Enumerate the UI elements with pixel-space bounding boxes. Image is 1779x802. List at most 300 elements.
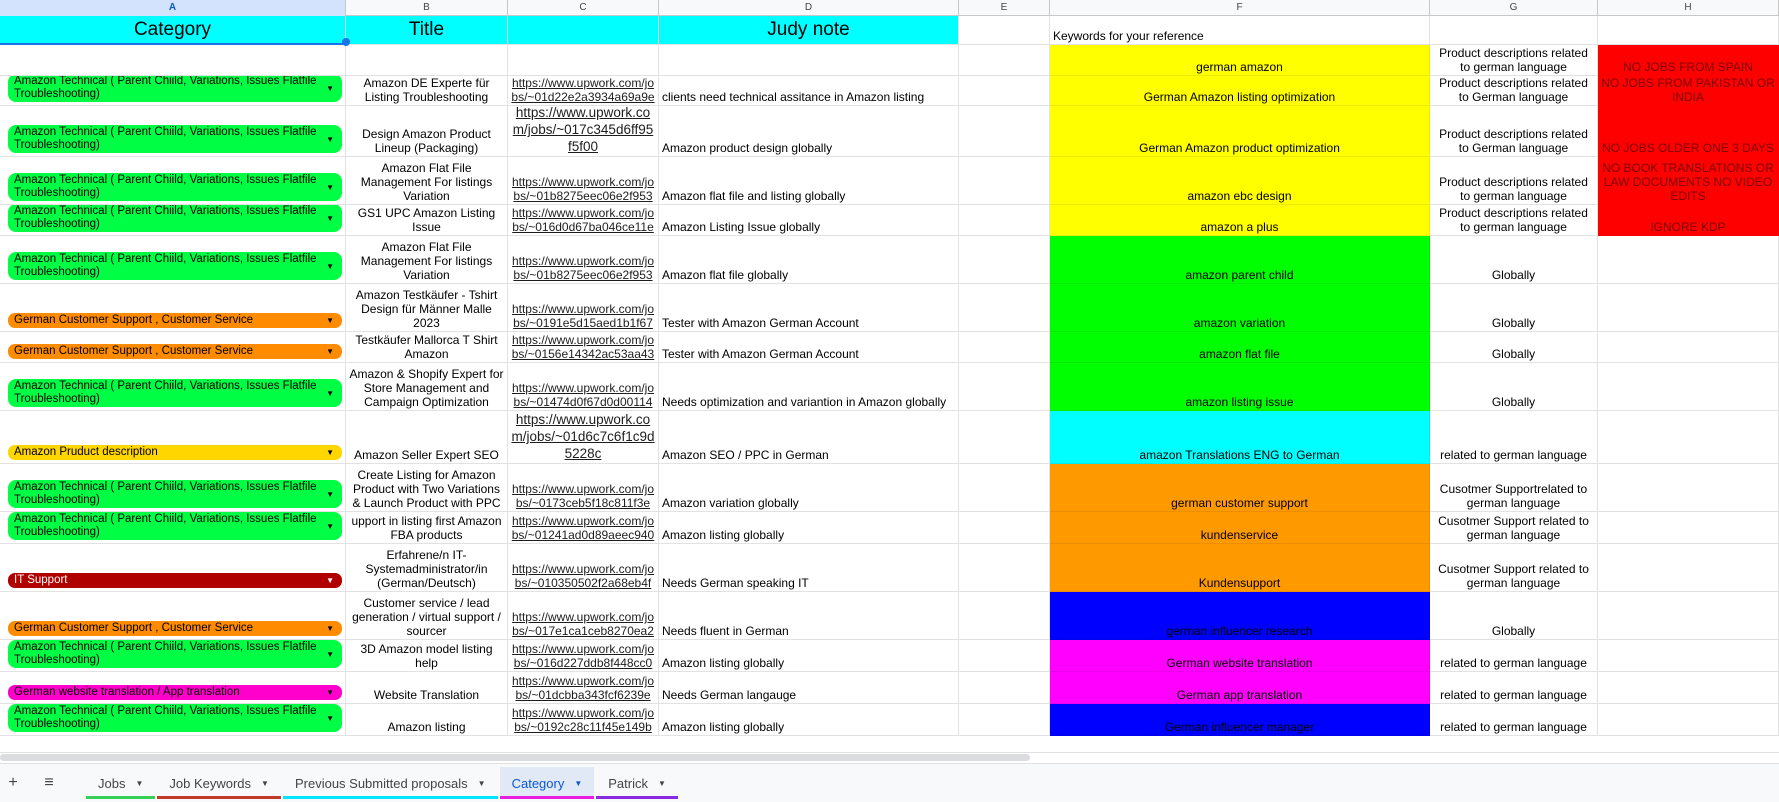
sheet-tab-label: Patrick	[608, 775, 648, 791]
keyword-cell[interactable]	[1050, 205, 1430, 236]
link-cell[interactable]	[508, 284, 659, 332]
job-link[interactable]: https://www.upwork.com/jobs/~01474d0f67d0d00114	[511, 381, 655, 409]
empty-cell[interactable]	[959, 512, 1050, 544]
tab-color-indicator	[500, 796, 595, 799]
job-title: Amazon DE Experte für Listing Troubleshooting	[363, 76, 490, 104]
judy-note: Needs optimization and variantion in Amazon globally	[662, 395, 947, 409]
category-dropdown-chip[interactable]	[8, 173, 342, 201]
rule-cell[interactable]	[1598, 236, 1779, 284]
scope-cell[interactable]	[1430, 704, 1598, 736]
column-header-h[interactable]: H	[1598, 0, 1779, 16]
table-row	[0, 45, 1779, 76]
title-cell[interactable]	[346, 544, 508, 592]
exclusion-rule: NO JOBS OLDER ONE 3 DAYS	[1602, 141, 1774, 155]
title-cell[interactable]	[346, 157, 508, 205]
category-cell[interactable]	[0, 363, 346, 411]
column-header-d[interactable]: D	[659, 0, 959, 16]
keyword: kundenservice	[1200, 528, 1279, 542]
title-cell[interactable]	[346, 512, 508, 544]
empty-cell[interactable]	[959, 76, 1050, 106]
link-cell[interactable]	[508, 363, 659, 411]
category-cell[interactable]	[0, 106, 346, 157]
category-cell[interactable]	[0, 672, 346, 704]
judy-note: Amazon listing globally	[662, 656, 785, 670]
category-chip-label: Amazon Technical ( Parent Chiild, Variations, Issues Flatfile Troubleshooting)	[14, 481, 317, 506]
title-cell[interactable]	[346, 640, 508, 672]
keyword: Kundensupport	[1198, 576, 1281, 590]
keyword-cell[interactable]	[1050, 544, 1430, 592]
rule-cell[interactable]	[1598, 640, 1779, 672]
table-row	[0, 76, 1779, 106]
keyword-cell[interactable]	[1050, 704, 1430, 736]
table-row	[0, 672, 1779, 704]
list-menu-icon: ≡	[44, 774, 54, 791]
rule-cell[interactable]	[1598, 464, 1779, 512]
category-cell[interactable]	[0, 640, 346, 672]
job-link[interactable]: https://www.upwork.com/jobs/~01dcbba343fcf6239e	[511, 674, 655, 702]
judy-note-cell[interactable]	[659, 704, 959, 736]
title-cell[interactable]	[346, 45, 508, 76]
rule-cell[interactable]	[1598, 284, 1779, 332]
empty-cell[interactable]	[959, 464, 1050, 512]
category-chip-label: Amazon Technical ( Parent Chiild, Variations, Issues Flatfile Troubleshooting)	[14, 641, 317, 666]
table-row	[0, 640, 1779, 672]
category-chip-label: Amazon Pruduct description	[14, 446, 158, 458]
category-cell[interactable]	[0, 704, 346, 736]
header-title-label: Title	[408, 19, 445, 40]
scope-cell[interactable]	[1430, 157, 1598, 205]
keyword-scope: Product descriptions related to German language	[1439, 76, 1588, 104]
table-row	[0, 512, 1779, 544]
dropdown-arrow-icon[interactable]: ▼	[326, 182, 334, 192]
job-link[interactable]: https://www.upwork.com/jobs/~017e1ca1ceb8270ea2	[511, 610, 655, 638]
title-cell[interactable]	[346, 411, 508, 464]
link-cell[interactable]	[508, 672, 659, 704]
dropdown-arrow-icon[interactable]: ▼	[326, 261, 334, 271]
rule-cell[interactable]	[1598, 363, 1779, 411]
dropdown-arrow-icon[interactable]: ▼	[326, 388, 334, 398]
job-title: Create Listing for Amazon Product with Two Variations & Launch Product with PPC	[352, 468, 501, 510]
dropdown-arrow-icon[interactable]: ▼	[326, 624, 334, 633]
judy-note: Amazon flat file globally	[662, 268, 789, 282]
keywords-label: Keywords for your reference	[1053, 29, 1204, 43]
job-title: Amazon Seller Expert SEO	[354, 448, 499, 462]
rule-cell[interactable]	[1598, 512, 1779, 544]
link-cell[interactable]	[508, 205, 659, 236]
category-cell[interactable]	[0, 464, 346, 512]
sheet-tab-job-keywords[interactable]	[157, 767, 281, 799]
table-row	[0, 363, 1779, 411]
header-link[interactable]	[508, 16, 659, 45]
rule-cell[interactable]	[1598, 205, 1779, 236]
keyword-cell[interactable]	[1050, 236, 1430, 284]
category-dropdown-chip[interactable]	[8, 445, 342, 460]
keyword: German Amazon listing optimization	[1143, 90, 1336, 104]
table-row	[0, 704, 1779, 736]
link-cell[interactable]	[508, 704, 659, 736]
scope-cell[interactable]	[1430, 640, 1598, 672]
table-row	[0, 332, 1779, 363]
category-dropdown-chip[interactable]	[8, 313, 342, 328]
keyword-scope: related to german language	[1440, 720, 1587, 734]
keyword-cell[interactable]	[1050, 332, 1430, 363]
judy-note-cell[interactable]	[659, 512, 959, 544]
scrollbar-thumb[interactable]	[0, 754, 1030, 761]
judy-note: Tester with Amazon German Account	[662, 347, 859, 361]
judy-note-cell[interactable]	[659, 106, 959, 157]
category-cell[interactable]	[0, 157, 346, 205]
keyword: german amazon	[1196, 60, 1283, 74]
keyword-cell[interactable]	[1050, 512, 1430, 544]
job-link[interactable]: https://www.upwork.com/jobs/~0191e5d15aed1b1f67	[511, 302, 655, 330]
keyword-scope: Product descriptions related to german language	[1439, 175, 1588, 203]
judy-note-cell[interactable]	[659, 592, 959, 640]
rule-cell[interactable]	[1598, 157, 1779, 205]
empty-cell[interactable]	[959, 106, 1050, 157]
keyword: german influencer research	[1166, 624, 1313, 638]
judy-note: Amazon product design globally	[662, 141, 833, 155]
data-rows	[0, 45, 1779, 736]
category-cell[interactable]	[0, 332, 346, 363]
sheet-tab-patrick[interactable]	[596, 767, 678, 799]
judy-note-cell[interactable]	[659, 411, 959, 464]
category-cell[interactable]	[0, 411, 346, 464]
table-row	[0, 205, 1779, 236]
title-cell[interactable]	[346, 704, 508, 736]
job-link[interactable]: https://www.upwork.com/jobs/~016d227ddb8f448cc0	[511, 642, 655, 670]
judy-note: Tester with Amazon German Account	[662, 316, 859, 330]
category-cell[interactable]	[0, 205, 346, 236]
keyword-scope: Product descriptions related to German language	[1439, 127, 1588, 155]
keyword: german customer support	[1171, 496, 1308, 510]
keyword-scope: Globally	[1491, 395, 1536, 409]
keyword-cell[interactable]	[1050, 411, 1430, 464]
empty-cell[interactable]	[959, 672, 1050, 704]
title-cell[interactable]	[346, 205, 508, 236]
judy-note: clients need technical assitance in Amazon listing	[662, 90, 925, 104]
scope-cell[interactable]	[1430, 544, 1598, 592]
judy-note-cell[interactable]	[659, 544, 959, 592]
job-link[interactable]: https://www.upwork.com/jobs/~01b8275eec06e2f953	[511, 175, 655, 203]
table-row	[0, 592, 1779, 640]
sheet-tab-label: Jobs	[98, 775, 126, 791]
keyword-scope: Cusotmer Supportrelated to german language	[1439, 482, 1588, 510]
rule-cell[interactable]	[1598, 411, 1779, 464]
judy-note: Amazon listing globally	[662, 720, 785, 734]
sheet-tab-jobs[interactable]	[86, 767, 155, 799]
empty-cell[interactable]	[959, 236, 1050, 284]
judy-note-cell[interactable]	[659, 363, 959, 411]
keywords-label-cell[interactable]	[1050, 16, 1430, 45]
table-row	[0, 464, 1779, 512]
judy-note-cell[interactable]	[659, 205, 959, 236]
link-cell[interactable]	[508, 106, 659, 157]
category-cell[interactable]	[0, 76, 346, 106]
category-dropdown-chip[interactable]	[8, 252, 342, 280]
keyword-cell[interactable]	[1050, 284, 1430, 332]
link-cell[interactable]	[508, 544, 659, 592]
table-row	[0, 106, 1779, 157]
table-row	[0, 236, 1779, 284]
empty-cell[interactable]	[959, 45, 1050, 76]
rule-cell[interactable]	[1598, 704, 1779, 736]
dropdown-arrow-icon[interactable]: ▼	[326, 83, 334, 93]
scope-cell[interactable]	[1430, 76, 1598, 106]
sheet-tab-label: Category	[511, 775, 565, 791]
link-cell[interactable]	[508, 157, 659, 205]
category-dropdown-chip[interactable]	[8, 512, 342, 540]
category-chip-label: Amazon Technical ( Parent Chiild, Variations, Issues Flatfile Troubleshooting)	[14, 174, 317, 199]
job-link[interactable]: https://www.upwork.com/jobs/~010350502f2a68eb4f	[511, 562, 655, 590]
empty-cell[interactable]	[959, 544, 1050, 592]
title-cell[interactable]	[346, 284, 508, 332]
dropdown-arrow-icon[interactable]: ▼	[326, 713, 334, 723]
title-cell[interactable]	[346, 332, 508, 363]
keyword-cell[interactable]	[1050, 106, 1430, 157]
title-cell[interactable]	[346, 592, 508, 640]
dropdown-arrow-icon[interactable]: ▼	[326, 688, 334, 697]
link-cell[interactable]	[508, 76, 659, 106]
category-dropdown-chip[interactable]	[8, 76, 342, 102]
category-dropdown-chip[interactable]	[8, 685, 342, 700]
chevron-down-icon[interactable]: ▼	[574, 778, 583, 788]
exclusion-rule: NO JOBS FROM SPAIN	[1623, 60, 1753, 74]
judy-note-cell[interactable]	[659, 157, 959, 205]
judy-note-cell[interactable]	[659, 332, 959, 363]
job-title: 3D Amazon model listing help	[360, 642, 493, 670]
keyword-cell[interactable]	[1050, 464, 1430, 512]
scope-cell[interactable]	[1430, 45, 1598, 76]
job-title: upport in listing first Amazon FBA products	[351, 514, 502, 542]
category-dropdown-chip[interactable]	[8, 704, 342, 732]
title-cell[interactable]	[346, 106, 508, 157]
category-dropdown-chip[interactable]	[8, 125, 342, 153]
title-cell[interactable]	[346, 236, 508, 284]
scope-cell[interactable]	[1430, 592, 1598, 640]
keyword-cell[interactable]	[1050, 592, 1430, 640]
empty-cell[interactable]	[959, 411, 1050, 464]
link-cell[interactable]	[508, 332, 659, 363]
scope-cell[interactable]	[1430, 236, 1598, 284]
dropdown-arrow-icon[interactable]: ▼	[326, 316, 334, 325]
dropdown-arrow-icon[interactable]: ▼	[326, 448, 334, 457]
scope-cell[interactable]	[1430, 512, 1598, 544]
category-dropdown-chip[interactable]	[8, 379, 342, 407]
link-cell[interactable]	[508, 411, 659, 464]
tab-color-indicator	[596, 796, 678, 799]
chevron-down-icon[interactable]: ▼	[658, 778, 666, 788]
category-dropdown-chip[interactable]	[8, 480, 342, 508]
job-title: Website Translation	[373, 688, 480, 702]
job-link[interactable]: https://www.upwork.com/jobs/~01241ad0d89aeec940	[511, 514, 655, 542]
all-sheets-button[interactable]	[36, 774, 62, 792]
keyword: German app translation	[1176, 688, 1303, 702]
chevron-down-icon[interactable]: ▼	[135, 778, 144, 788]
job-link[interactable]: https://www.upwork.com/jobs/~01d6c7c6f1c9d5228c	[511, 412, 655, 461]
empty-cell[interactable]	[959, 704, 1050, 736]
header-category[interactable]	[0, 16, 346, 45]
judy-note: Needs German speaking IT	[662, 576, 809, 590]
column-header-c[interactable]: C	[508, 0, 659, 16]
scope-cell[interactable]	[1430, 464, 1598, 512]
keyword-scope: Product descriptions related to german language	[1439, 206, 1588, 234]
category-dropdown-chip[interactable]	[8, 344, 342, 359]
category-dropdown-chip[interactable]	[8, 573, 342, 588]
header-judy-note[interactable]	[659, 16, 959, 45]
dropdown-arrow-icon[interactable]: ▼	[326, 134, 334, 144]
category-cell[interactable]	[0, 284, 346, 332]
horizontal-scrollbar[interactable]	[0, 752, 1779, 762]
column-header-a[interactable]: A	[0, 0, 346, 16]
empty-cell[interactable]	[959, 284, 1050, 332]
cell-h1[interactable]	[1598, 16, 1779, 45]
judy-note-cell[interactable]	[659, 45, 959, 76]
sheet-tab-category[interactable]	[500, 767, 595, 799]
empty-cell[interactable]	[959, 332, 1050, 363]
rule-cell[interactable]	[1598, 592, 1779, 640]
keyword-cell[interactable]	[1050, 640, 1430, 672]
column-header-e[interactable]: E	[959, 0, 1050, 16]
category-dropdown-chip[interactable]	[8, 640, 342, 668]
add-sheet-button[interactable]	[0, 774, 26, 792]
keyword-scope: Globally	[1491, 316, 1536, 330]
cell-e1[interactable]	[959, 16, 1050, 45]
link-cell[interactable]	[508, 592, 659, 640]
rule-cell[interactable]	[1598, 332, 1779, 363]
tab-color-indicator	[86, 796, 155, 799]
link-cell[interactable]	[508, 236, 659, 284]
keyword-cell[interactable]	[1050, 157, 1430, 205]
cell-g1[interactable]	[1430, 16, 1598, 45]
keyword-cell[interactable]	[1050, 363, 1430, 411]
title-cell[interactable]	[346, 363, 508, 411]
link-cell[interactable]	[508, 640, 659, 672]
link-cell[interactable]	[508, 45, 659, 76]
empty-cell[interactable]	[959, 640, 1050, 672]
judy-note: Amazon variation globally	[662, 496, 799, 510]
dropdown-arrow-icon[interactable]: ▼	[326, 347, 334, 356]
empty-cell[interactable]	[959, 205, 1050, 236]
keyword-cell[interactable]	[1050, 672, 1430, 704]
keyword-cell[interactable]	[1050, 76, 1430, 106]
judy-note-cell[interactable]	[659, 284, 959, 332]
keyword-scope: Cusotmer Support related to german language	[1438, 562, 1589, 590]
category-cell[interactable]	[0, 45, 346, 76]
link-cell[interactable]	[508, 512, 659, 544]
dropdown-arrow-icon[interactable]: ▼	[326, 576, 334, 585]
judy-note-cell[interactable]	[659, 672, 959, 704]
job-title: Amazon Flat File Management For listings Variation	[360, 240, 493, 282]
sheet-tab-previous-submitted-proposals[interactable]	[283, 767, 498, 799]
empty-cell[interactable]	[959, 157, 1050, 205]
chevron-down-icon[interactable]: ▼	[261, 778, 269, 788]
link-cell[interactable]	[508, 464, 659, 512]
scope-cell[interactable]	[1430, 106, 1598, 157]
rule-cell[interactable]	[1598, 45, 1779, 76]
job-link[interactable]: https://www.upwork.com/jobs/~016d0d67ba046ce11e	[511, 206, 655, 234]
dropdown-arrow-icon[interactable]: ▼	[326, 489, 334, 499]
scope-cell[interactable]	[1430, 205, 1598, 236]
category-chip-label: German website translation / App translation	[14, 686, 240, 698]
keyword-scope: Product descriptions related to german language	[1439, 46, 1588, 74]
category-chip-label: Amazon Technical ( Parent Chiild, Variations, Issues Flatfile Troubleshooting)	[14, 76, 317, 100]
scope-cell[interactable]	[1430, 284, 1598, 332]
category-cell[interactable]	[0, 544, 346, 592]
dropdown-arrow-icon[interactable]: ▼	[326, 213, 334, 223]
judy-note: Amazon flat file and listing globally	[662, 189, 846, 203]
keyword-scope: related to german language	[1440, 448, 1587, 462]
judy-note-cell[interactable]	[659, 640, 959, 672]
category-chip-label: IT Support	[14, 574, 68, 586]
title-cell[interactable]	[346, 464, 508, 512]
header-row	[0, 16, 1779, 45]
keyword: German influencer manager	[1164, 720, 1315, 734]
judy-note-cell[interactable]	[659, 464, 959, 512]
job-title: Design Amazon Product Lineup (Packaging)	[362, 127, 491, 155]
empty-cell[interactable]	[959, 592, 1050, 640]
scope-cell[interactable]	[1430, 332, 1598, 363]
job-link[interactable]: https://www.upwork.com/jobs/~0192c28c11f45e149b	[511, 706, 655, 734]
job-link[interactable]: https://www.upwork.com/jobs/~01b8275eec06e2f953	[511, 254, 655, 282]
judy-note-cell[interactable]	[659, 236, 959, 284]
keyword: German Amazon product optimization	[1139, 141, 1340, 155]
keyword-scope: Globally	[1491, 624, 1536, 638]
keyword-scope: Cusotmer Support related to german language	[1438, 514, 1589, 542]
scope-cell[interactable]	[1430, 411, 1598, 464]
keyword: amazon flat file	[1199, 347, 1280, 361]
scope-cell[interactable]	[1430, 672, 1598, 704]
category-chip-label: Amazon Technical ( Parent Chiild, Variations, Issues Flatfile Troubleshooting)	[14, 380, 317, 405]
keyword: German website translation	[1166, 656, 1313, 670]
selection-fill-handle[interactable]	[342, 38, 350, 46]
job-link[interactable]: https://www.upwork.com/jobs/~01d22e2a3934a69a9e	[511, 76, 655, 104]
job-link[interactable]: https://www.upwork.com/jobs/~0173ceb5f18c811f3e	[511, 482, 655, 510]
plus-icon: +	[8, 774, 18, 791]
title-cell[interactable]	[346, 672, 508, 704]
category-cell[interactable]	[0, 512, 346, 544]
empty-cell[interactable]	[959, 363, 1050, 411]
category-cell[interactable]	[0, 592, 346, 640]
category-dropdown-chip[interactable]	[8, 205, 342, 232]
category-chip-label: German Customer Support , Customer Service	[14, 314, 254, 326]
rule-cell[interactable]	[1598, 76, 1779, 106]
scope-cell[interactable]	[1430, 363, 1598, 411]
category-dropdown-chip[interactable]	[8, 621, 342, 636]
job-link[interactable]: https://www.upwork.com/jobs/~0156e14342ac53aa43	[511, 333, 655, 361]
dropdown-arrow-icon[interactable]: ▼	[326, 521, 334, 531]
dropdown-arrow-icon[interactable]: ▼	[326, 649, 334, 659]
category-cell[interactable]	[0, 236, 346, 284]
column-header-f[interactable]: F	[1050, 0, 1430, 16]
column-header-b[interactable]: B	[346, 0, 508, 16]
rule-cell[interactable]	[1598, 106, 1779, 157]
job-link[interactable]: https://www.upwork.com/jobs/~017c345d6ff95f5f00	[512, 106, 654, 154]
rule-cell[interactable]	[1598, 544, 1779, 592]
chevron-down-icon[interactable]: ▼	[477, 778, 486, 788]
rule-cell[interactable]	[1598, 672, 1779, 704]
job-title: Customer service / lead generation / virtual support / sourcer	[352, 596, 501, 638]
header-category-label: Category	[133, 18, 212, 40]
tab-color-indicator	[283, 796, 498, 799]
job-title: Amazon Testkäufer - Tshirt Design für Männer Malle 2023	[355, 288, 498, 330]
judy-note-cell[interactable]	[659, 76, 959, 106]
column-header-g[interactable]: G	[1430, 0, 1598, 16]
exclusion-rule: NO JOBS FROM PAKISTAN OR INDIA	[1601, 76, 1775, 104]
sheet-tabs	[86, 767, 680, 799]
title-cell[interactable]	[346, 76, 508, 106]
keyword-cell[interactable]	[1050, 45, 1430, 76]
header-title[interactable]	[346, 16, 508, 45]
